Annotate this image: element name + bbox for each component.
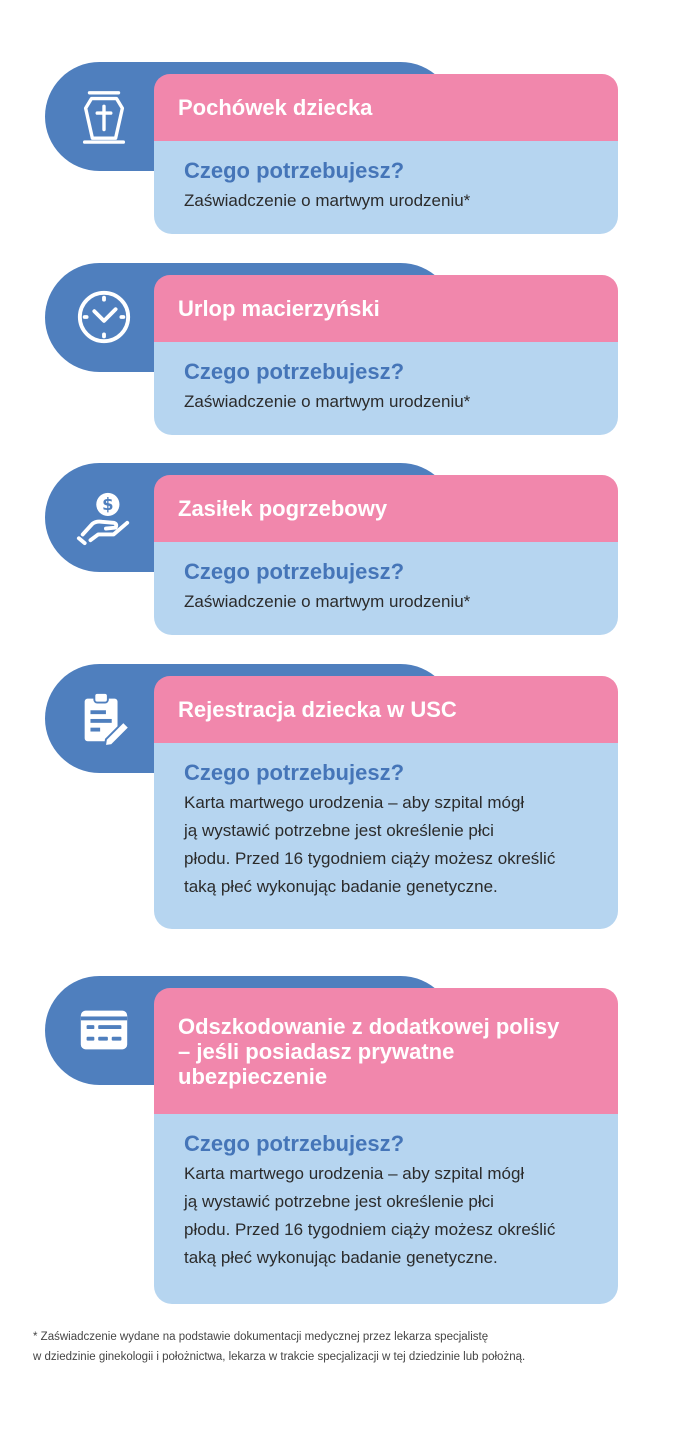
card-title: Zasiłek pogrzebowy xyxy=(154,475,618,542)
answer-text: Zaświadczenie o martwym urodzeniu* xyxy=(184,592,471,611)
card-title: Urlop macierzyński xyxy=(154,275,618,342)
clock-icon xyxy=(64,277,144,357)
card-body xyxy=(154,342,618,435)
answer-text: Karta martwego urodzenia – aby szpital mógł ją wystawić potrzebne jest określenie płci płodu. Przed 16 tygodniem ciąży możesz określić taką płeć wykonując badanie genetyczne. xyxy=(184,793,556,896)
card-body xyxy=(154,542,618,635)
coffin-cross-icon xyxy=(64,76,144,156)
question-label: Czego potrzebujesz? xyxy=(184,359,405,384)
id-card-icon xyxy=(64,990,144,1070)
card-title: Rejestracja dziecka w USC xyxy=(154,676,618,743)
hand-coin-icon xyxy=(64,477,144,557)
question-label: Czego potrzebujesz? xyxy=(184,1131,405,1156)
card-title: Odszkodowanie z dodatkowej polisy – jeśli posiadasz prywatne ubezpieczenie xyxy=(154,988,618,1114)
answer-text: Zaświadczenie o martwym urodzeniu* xyxy=(184,392,471,411)
question-label: Czego potrzebujesz? xyxy=(184,559,405,584)
card-title: Pochówek dziecka xyxy=(154,74,618,141)
card-body xyxy=(154,1114,618,1304)
footnote: * Zaświadczenie wydane na podstawie dokumentacji medycznej przez lekarza specjalistę w dziedzinie ginekologii i położnictwa, lekarza w trakcie specjalizacji w tej dziedzinie lub położną. xyxy=(33,1331,526,1363)
card-body xyxy=(154,743,618,929)
answer-text: Zaświadczenie o martwym urodzeniu* xyxy=(184,191,471,210)
card-body xyxy=(154,141,618,234)
svg-text:$: $ xyxy=(102,495,114,515)
question-label: Czego potrzebujesz? xyxy=(184,158,405,183)
answer-text: Karta martwego urodzenia – aby szpital mógł ją wystawić potrzebne jest określenie płci płodu. Przed 16 tygodniem ciąży możesz określić taką płeć wykonując badanie genetyczne. xyxy=(184,1164,556,1267)
clipboard-pen-icon xyxy=(64,678,144,758)
question-label: Czego potrzebujesz? xyxy=(184,760,405,785)
